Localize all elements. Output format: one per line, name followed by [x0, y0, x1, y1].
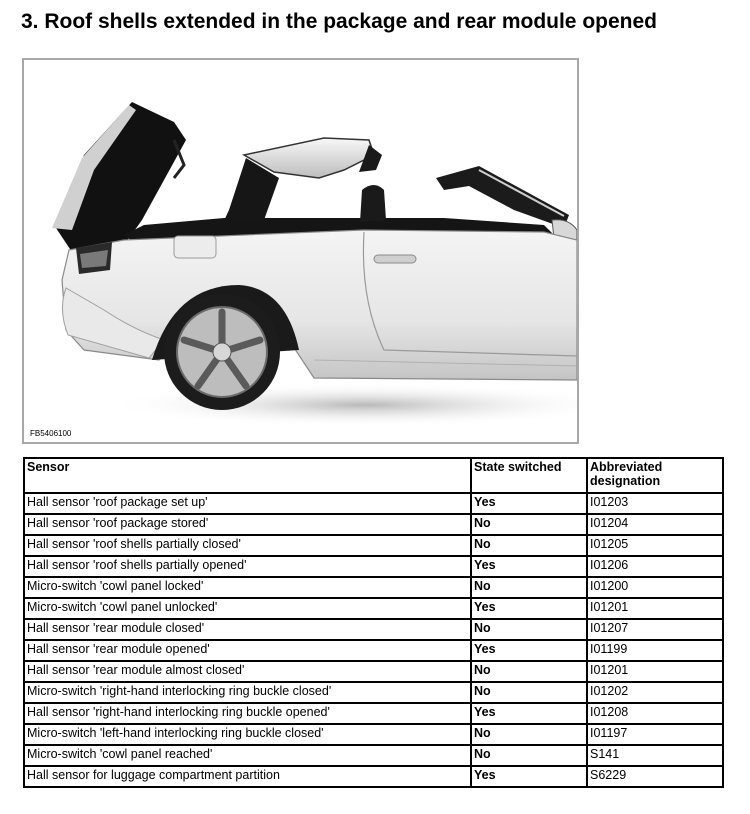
designation-cell: I01202: [587, 682, 723, 703]
designation-cell: I01201: [587, 661, 723, 682]
designation-cell: I01199: [587, 640, 723, 661]
designation-cell: I01207: [587, 619, 723, 640]
state-cell: No: [471, 745, 587, 766]
designation-cell: S141: [587, 745, 723, 766]
table-row: [24, 577, 723, 598]
sensor-cell: Hall sensor 'right-hand interlocking ring buckle opened': [24, 703, 471, 724]
sensor-cell: Hall sensor 'roof package set up': [24, 493, 471, 514]
designation-cell: I01203: [587, 493, 723, 514]
designation-cell: I01200: [587, 577, 723, 598]
table-row: [24, 682, 723, 703]
state-cell: Yes: [471, 598, 587, 619]
designation-cell: I01205: [587, 535, 723, 556]
car-illustration: [22, 58, 579, 444]
table-row: [24, 535, 723, 556]
state-cell: Yes: [471, 556, 587, 577]
designation-cell: I01208: [587, 703, 723, 724]
table-row: [24, 766, 723, 787]
table-row: [24, 619, 723, 640]
state-cell: No: [471, 577, 587, 598]
state-cell: No: [471, 535, 587, 556]
table-row: [24, 745, 723, 766]
state-cell: No: [471, 661, 587, 682]
sensor-table: [23, 457, 724, 788]
table-row: [24, 598, 723, 619]
state-cell: No: [471, 514, 587, 535]
sensor-cell: Micro-switch 'cowl panel locked': [24, 577, 471, 598]
header-state-switched: State switched: [471, 458, 587, 493]
state-cell: Yes: [471, 493, 587, 514]
header-abbreviated-designation: Abbreviated designation: [587, 458, 723, 493]
sensor-cell: Hall sensor 'rear module almost closed': [24, 661, 471, 682]
state-cell: No: [471, 619, 587, 640]
sensor-cell: Hall sensor 'rear module closed': [24, 619, 471, 640]
table-row: [24, 661, 723, 682]
figure-code: FB5406100: [30, 429, 72, 438]
table-row: [24, 724, 723, 745]
sensor-cell: Micro-switch 'left-hand interlocking ring buckle closed': [24, 724, 471, 745]
state-cell: Yes: [471, 703, 587, 724]
state-cell: Yes: [471, 766, 587, 787]
state-cell: No: [471, 724, 587, 745]
table-row: [24, 514, 723, 535]
sensor-cell: Hall sensor 'roof shells partially opened': [24, 556, 471, 577]
sensor-cell: Hall sensor 'rear module opened': [24, 640, 471, 661]
designation-cell: I01201: [587, 598, 723, 619]
table-row: [24, 703, 723, 724]
sensor-cell: Micro-switch 'cowl panel reached': [24, 745, 471, 766]
sensor-cell: Hall sensor 'roof package stored': [24, 514, 471, 535]
designation-cell: I01197: [587, 724, 723, 745]
designation-cell: I01204: [587, 514, 723, 535]
sensor-cell: Hall sensor for luggage compartment partition: [24, 766, 471, 787]
header-sensor: Sensor: [24, 458, 471, 493]
state-cell: No: [471, 682, 587, 703]
designation-cell: S6229: [587, 766, 723, 787]
table-header-row: [24, 458, 723, 493]
convertible-car-drawing: [24, 60, 577, 442]
page-title: 3. Roof shells extended in the package and rear module opened: [21, 10, 657, 33]
sensor-cell: Micro-switch 'cowl panel unlocked': [24, 598, 471, 619]
table-row: [24, 493, 723, 514]
table-row: [24, 640, 723, 661]
sensor-cell: Hall sensor 'roof shells partially closed': [24, 535, 471, 556]
sensor-cell: Micro-switch 'right-hand interlocking ring buckle closed': [24, 682, 471, 703]
designation-cell: I01206: [587, 556, 723, 577]
table-row: [24, 556, 723, 577]
state-cell: Yes: [471, 640, 587, 661]
